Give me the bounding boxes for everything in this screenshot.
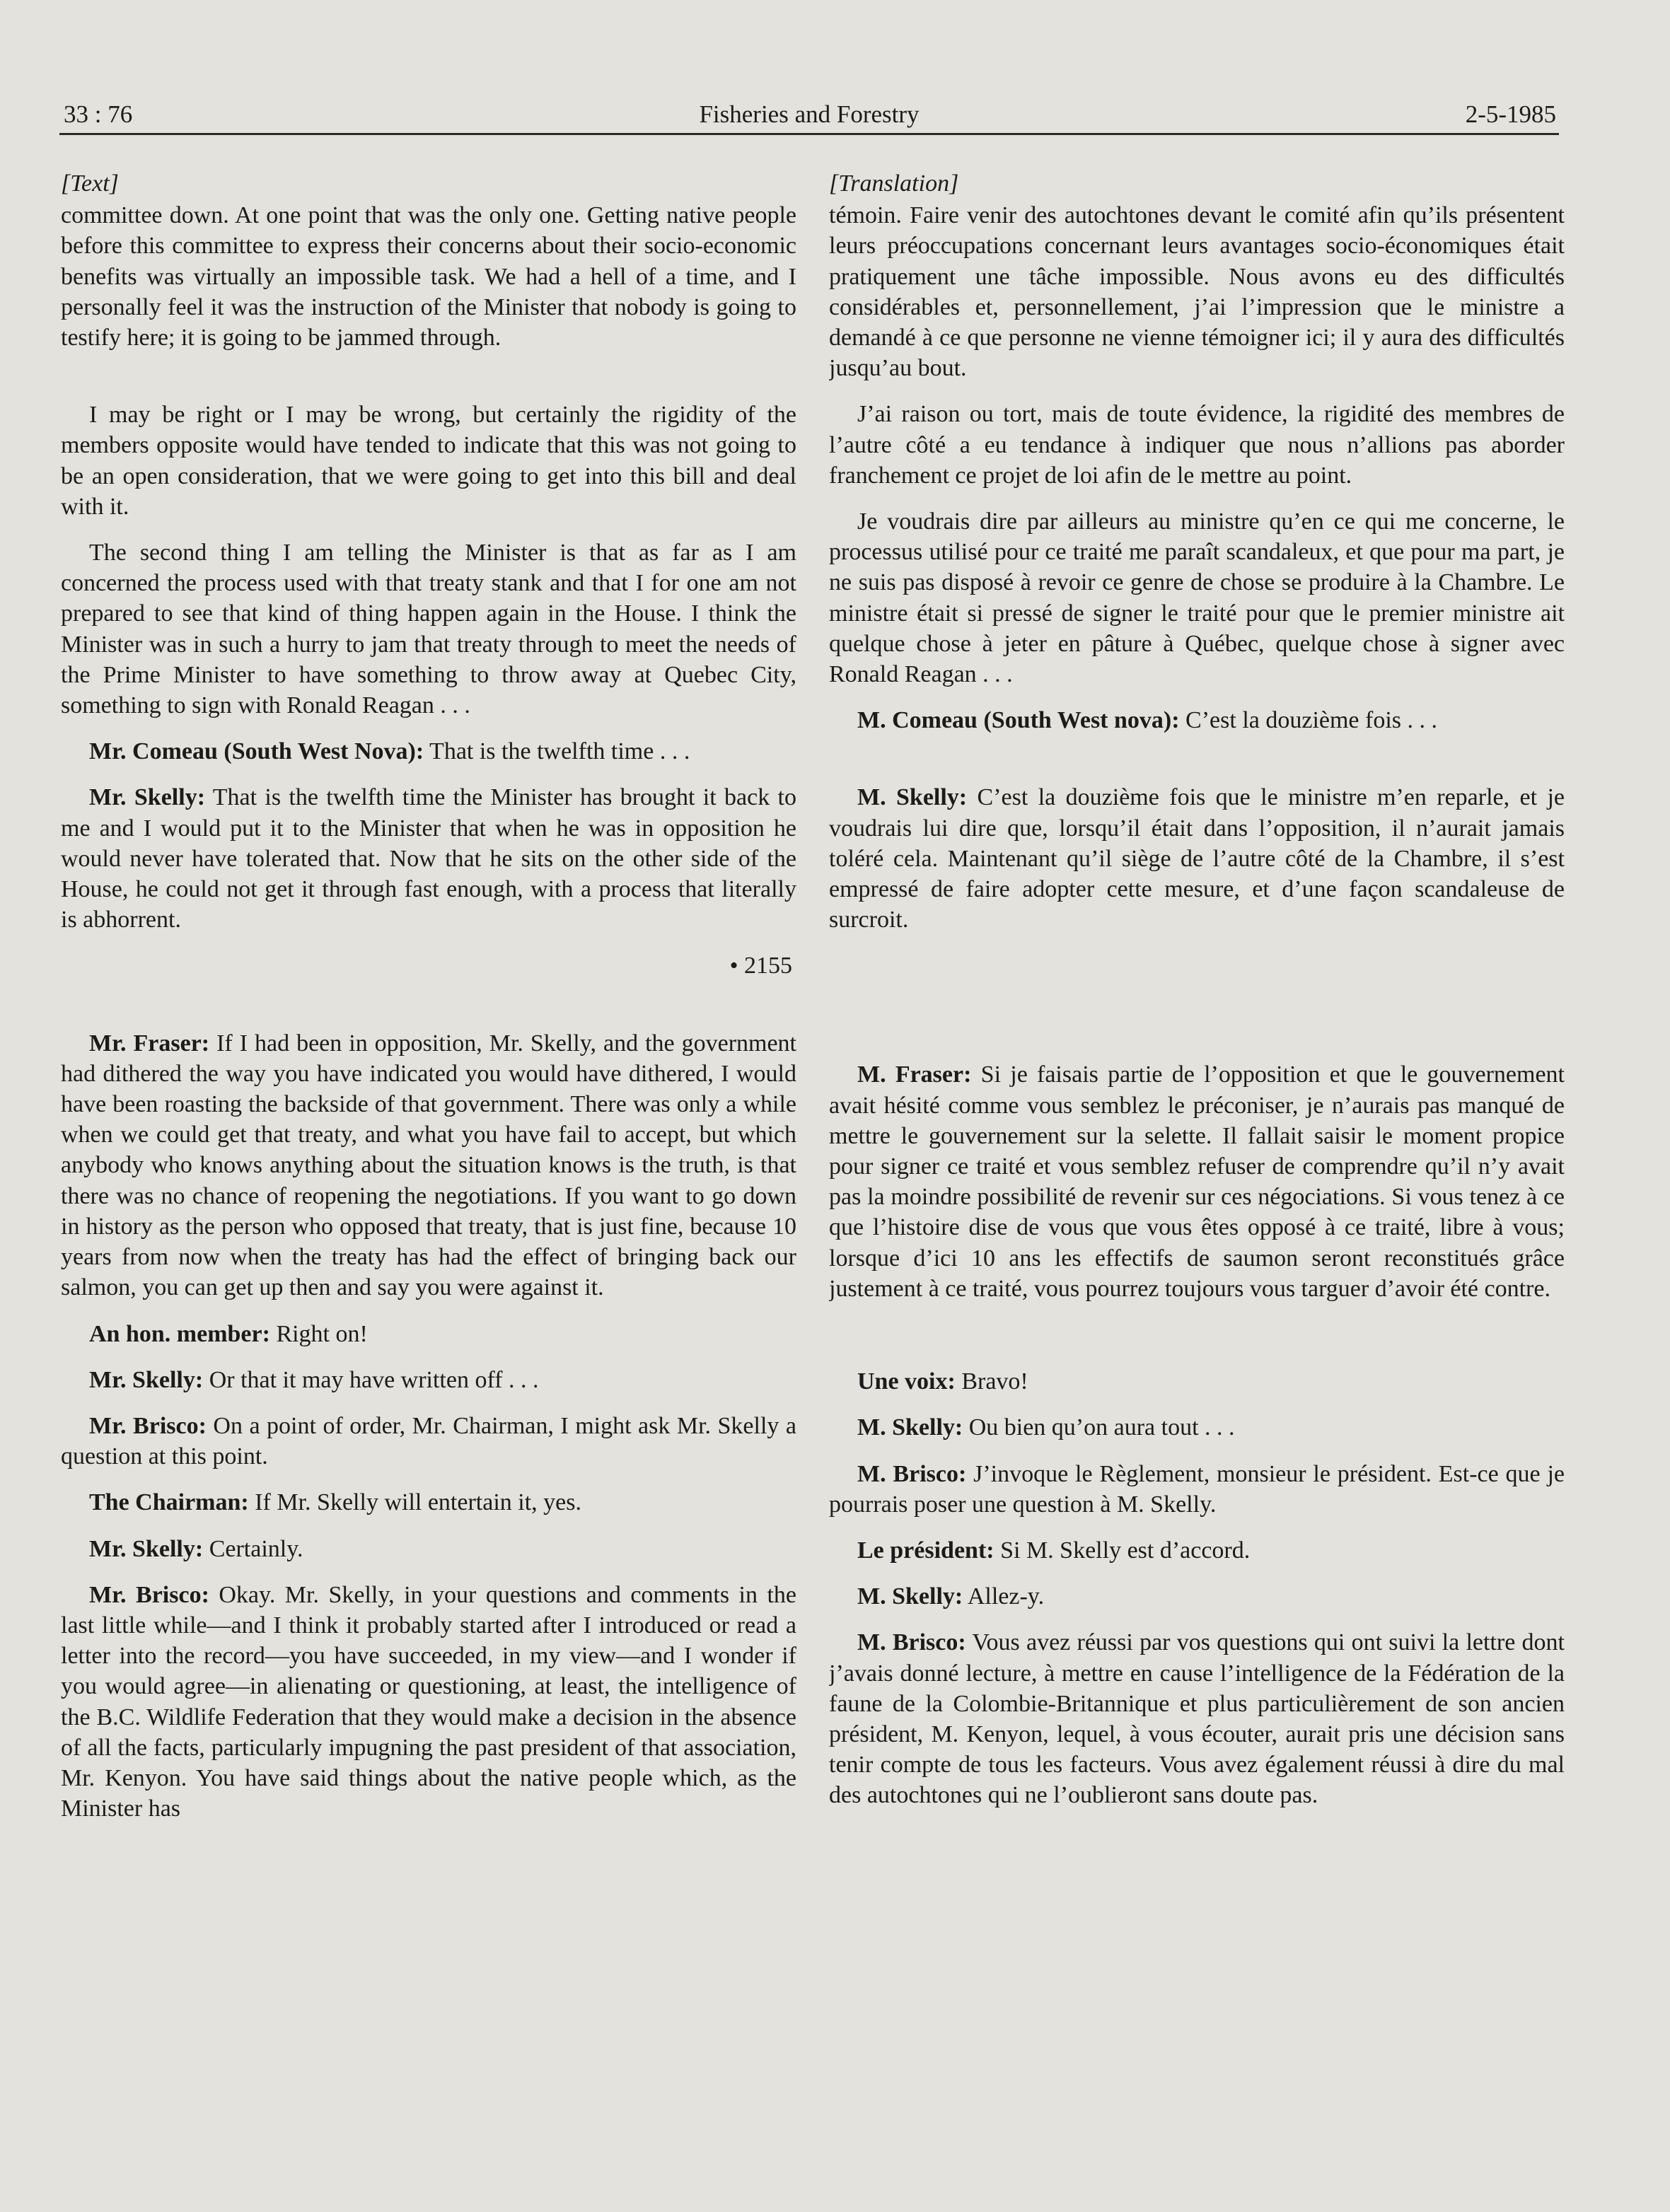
time-marker: • 2155 xyxy=(729,953,792,979)
english-column xyxy=(61,168,796,2120)
speech: Mr. Skelly: That is the twelfth time the Minister has brought it back to me and I would put it to the Minister that when he was in opposition he would never have tolerated that. Now that he sits on the other side of the House, he could not get it through fast enough, with a process that literally is abhorrent. xyxy=(61,784,796,933)
speech: Mr. Brisco: Okay. Mr. Skelly, in your questions and comments in the last little while—and I think it probably started after I introduced or read a letter into the record—you have succeeded, in my view—and I wonder if you would agree—in alienating or questioning, at least, the intelligence of the B.C. Wildlife Federation that they would make a decision in the absence of all the facts, particularly impugning the past president of that association, Mr. Kenyon. You have said things about the native people which, as the Minister has xyxy=(61,1581,796,1822)
speaker-name: M. Brisco: xyxy=(857,1460,967,1487)
speaker-name: Mr. Brisco: xyxy=(89,1412,207,1439)
speaker-name: Mr. Skelly: xyxy=(89,1535,204,1562)
speaker-name: Mr. Comeau (South West Nova): xyxy=(89,738,424,765)
speaker-name: M. Comeau (South West nova): xyxy=(857,707,1180,734)
french-column xyxy=(829,168,1565,2120)
speech: M. Comeau (South West nova): C’est la douzième fois . . . xyxy=(857,707,1438,734)
paragraph: committee down. At one point that was the only one. Getting native people before this committee to express their concerns about their socio-economic benefits was virtually an impossible task. We had a hell of a time, and I personally feel it was the instruction of the Minister that nobody is going to testify here; it is going to be jammed through. xyxy=(61,202,796,351)
speaker-name: Le président: xyxy=(857,1537,995,1564)
speaker-name: An hon. member: xyxy=(89,1320,270,1347)
speech: Une voix: Bravo! xyxy=(857,1368,1028,1395)
page-date: 2-5-1985 xyxy=(1465,100,1556,128)
speech: The Chairman: If Mr. Skelly will entertain it, yes. xyxy=(89,1489,581,1516)
page-number: 33 : 76 xyxy=(64,100,133,128)
running-title: Fisheries and Forestry xyxy=(699,100,920,128)
speaker-name: Mr. Skelly: xyxy=(89,1366,204,1393)
speaker-name: The Chairman: xyxy=(89,1489,249,1516)
speech: Mr. Comeau (South West Nova): That is the twelfth time . . . xyxy=(89,738,690,765)
speech: M. Skelly: Ou bien qu’on aura tout . . . xyxy=(857,1414,1235,1441)
page-header xyxy=(59,99,1559,135)
paragraph: Je voudrais dire par ailleurs au ministre qu’en ce qui me concerne, le processus utilisé pour ce traité me paraît scandaleux, et que pour ma part, je ne suis pas disposé à revoir ce genre de chose se produire à la Chambre. Le ministre était si pressé de signer le traité pour que le premier ministre ait quelque chose à jeter en pâture à Québec, quelque chose à signer avec Ronald Reagan . . . xyxy=(829,508,1565,688)
speaker-name: Mr. Skelly: xyxy=(89,784,206,811)
speaker-name: Mr. Fraser: xyxy=(89,1030,210,1056)
speaker-name: M. Fraser: xyxy=(857,1061,972,1088)
paragraph: The second thing I am telling the Minister is that as far as I am concerned the process used with that treaty stank and that I for one am not prepared to see that kind of thing happen again in the House. I think the Minister was in such a hurry to jam that treaty through to meet the needs of the Prime Minister to have something to throw away at Quebec City, something to sign with Ronald Reagan . . . xyxy=(61,540,796,719)
speaker-name: M. Skelly: xyxy=(857,1583,963,1610)
speech: M. Skelly: Allez-y. xyxy=(857,1583,1045,1610)
speech: M. Skelly: C’est la douzième fois que le ministre m’en reparle, et je voudrais lui dire que, lorsqu’il était dans l’opposition, il n’aurait jamais toléré cela. Maintenant qu’il siège de l’autre côté de la Chambre, il s’est empressé de faire adopter cette mesure, et d’une façon scandaleuse de surcroit. xyxy=(829,784,1565,933)
speaker-name: M. Skelly: xyxy=(857,784,968,811)
speech: Mr. Fraser: If I had been in opposition, Mr. Skelly, and the government had dithered the way you have indicated you would have dithered, I would have been roasting the backside of that government. There was only a while when we could get that treaty, and what you have fail to accept, but which anybody who knows anything about the situation knows is the truth, is that there was no chance of reopening the negotiations. If you want to go down in history as the person who opposed that treaty, that is just fine, because 10 years from now when the treaty has had the effect of bringing back our salmon, you can get up then and say you were against it. xyxy=(61,1030,796,1301)
speaker-name: Mr. Brisco: xyxy=(89,1581,209,1608)
speaker-name: M. Skelly: xyxy=(857,1414,963,1441)
speech: Mr. Skelly: Or that it may have written off . . . xyxy=(89,1366,539,1393)
speaker-name: Une voix: xyxy=(857,1368,956,1395)
speech: M. Brisco: J’invoque le Règlement, monsieur le président. Est-ce que je pourrais poser une question à M. Skelly. xyxy=(829,1460,1565,1518)
speech: Le président: Si M. Skelly est d’accord. xyxy=(857,1537,1251,1564)
speech: An hon. member: Right on! xyxy=(89,1320,368,1347)
speech: Mr. Skelly: Certainly. xyxy=(89,1535,303,1562)
translation-label: [Translation] xyxy=(829,170,959,197)
speaker-name: M. Brisco: xyxy=(857,1629,966,1656)
paragraph: I may be right or I may be wrong, but certainly the rigidity of the members opposite would have tended to indicate that this was not going to be an open consideration, that we were going to get into this bill and deal with it. xyxy=(61,402,796,520)
paragraph: témoin. Faire venir des autochtones devant le comité afin qu’ils présentent leurs préoccupations concernant leurs avantages socio-économiques était pratiquement une tâche impossible. Nous avons eu des difficultés considérables et, personnellement, j’ai l’impression que le ministre a demandé à ce que personne ne vienne témoigner ici; il y aura des difficultés jusqu’au bout. xyxy=(829,202,1565,382)
paragraph: J’ai raison ou tort, mais de toute évidence, la rigidité des membres de l’autre côté a eu tendance à indiquer que nous n’allions pas aborder franchement ce projet de loi afin de le mettre au point. xyxy=(829,401,1565,489)
speech: M. Brisco: Vous avez réussi par vos questions qui ont suivi la lettre dont j’avais donné lecture, à mettre en cause l’intelligence de la Fédération de la faune de la Colombie-Britannique et plus particulièrement de son ancien président, M. Kenyon, lequel, à vous écouter, aurait pris une décision sans tenir compte de tous les facteurs. Vous avez également réussi à dire du mal des autochtones qui ne l’oublieront sans doute pas. xyxy=(829,1629,1565,1809)
speech: Mr. Brisco: On a point of order, Mr. Chairman, I might ask Mr. Skelly a question at this point. xyxy=(61,1412,796,1470)
text-label: [Text] xyxy=(61,170,119,197)
speech: M. Fraser: Si je faisais partie de l’opposition et que le gouvernement avait hésité comme vous semblez le préconiser, je n’aurais pas manqué de mettre le gouvernement sur la selette. Il fallait saisir le moment propice pour signer ce traité et vous semblez refuser de comprendre qu’il n’y avait pas la moindre possibilité de revenir sur ces négociations. Si vous tenez à ce que l’histoire dise de vous que vous êtes opposé à ce traité, libre à vous; lorsque d’ici 10 ans les effectifs de saumon seront reconstitués grâce justement à ce traité, vous pourrez toujours vous targuer d’avoir été contre. xyxy=(829,1061,1565,1302)
